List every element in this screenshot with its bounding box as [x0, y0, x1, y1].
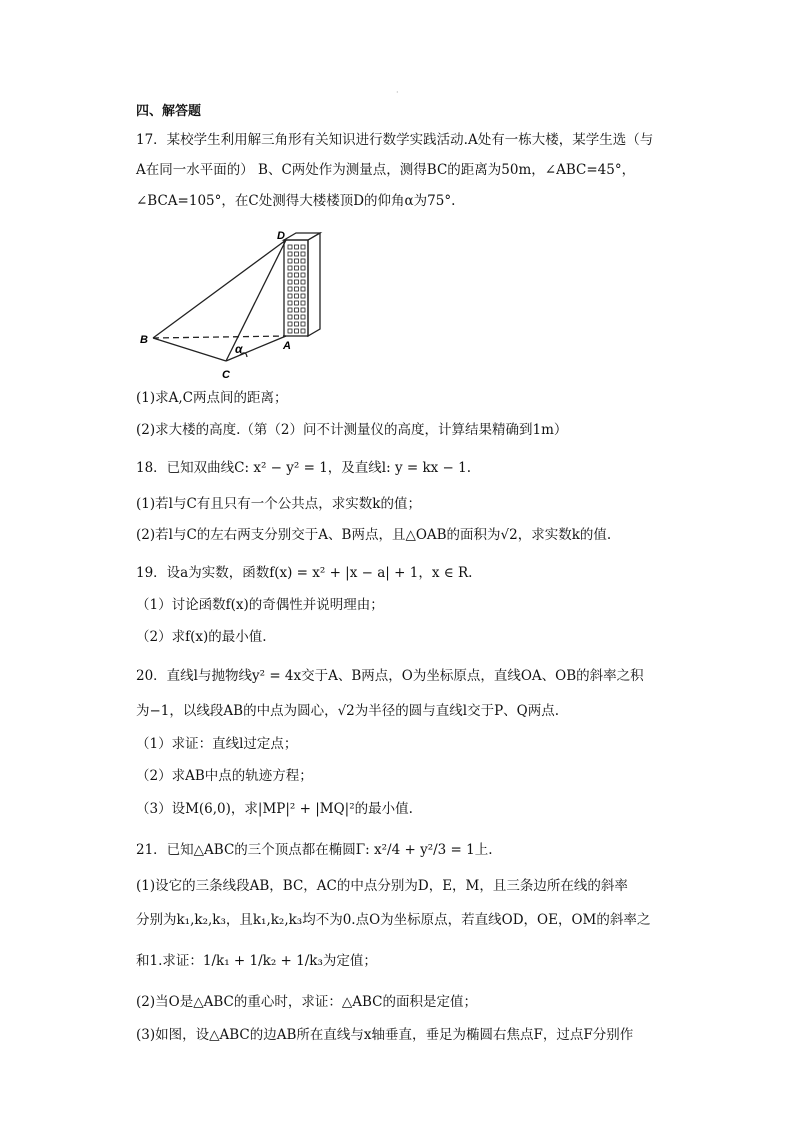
building-window [288, 245, 292, 249]
q20-line2: 为−1，以线段AB的中点为圆心，√2为半径的圆与直线l交于P、Q两点. [136, 703, 560, 719]
q17-part1: (1)求A,C两点间的距离； [136, 390, 288, 406]
q20-line1: 20．直线l与抛物线y² = 4x交于A、B两点，O为坐标原点，直线OA、OB的斜率之积 [136, 668, 644, 684]
building-window [295, 245, 299, 249]
building-window [301, 315, 305, 319]
building-window [301, 252, 305, 256]
building-window [288, 266, 292, 270]
building [284, 233, 320, 336]
building-window [301, 259, 305, 263]
building-window [288, 315, 292, 319]
building-window [295, 315, 299, 319]
q18-part1: (1)若l与C有且只有一个公共点，求实数k的值； [136, 496, 421, 512]
q21-part1b: 分别为k₁,k₂,k₃，且k₁,k₂,k₃均不为0.点O为坐标原点，若直线OD，OE，OM的斜率之 [136, 912, 651, 928]
section-title: 四、解答题 [136, 104, 202, 119]
label-C: C [222, 369, 230, 381]
building-window [288, 252, 292, 256]
q18-part2: (2)若l与C的左右两支分别交于A、B两点，且△OAB的面积为√2，求实数k的值. [136, 527, 612, 543]
q21-part1c: 和1.求证：1/k₁ + 1/k₂ + 1/k₃为定值； [136, 953, 377, 969]
q17-line1: 17．某校学生利用解三角形有关知识进行数学实践活动.A处有一栋大楼，某学生选（与 [136, 132, 654, 148]
building-window [288, 329, 292, 333]
building-window [288, 322, 292, 326]
header-mark: · [396, 88, 399, 97]
q19-part1: （1）讨论函数f(x)的奇偶性并说明理由； [136, 597, 384, 613]
building-window [295, 294, 299, 298]
building-window [295, 301, 299, 305]
q19-line1: 19．设a为实数，函数f(x) = x² + |x − a| + 1，x ∈ R. [136, 565, 473, 581]
q20-part3: （3）设M(6,0)，求|MP|² + |MQ|²的最小值. [136, 801, 413, 817]
building-window [295, 329, 299, 333]
building-window [295, 308, 299, 312]
q19-part2: （2）求f(x)的最小值. [136, 629, 267, 645]
q20-part1: （1）求证：直线l过定点； [136, 736, 298, 752]
building-window [288, 301, 292, 305]
building-window [295, 252, 299, 256]
building-window [295, 322, 299, 326]
q20-part2: （2）求AB中点的轨迹方程； [136, 768, 313, 784]
building-windows [288, 245, 305, 333]
label-A: A [283, 340, 291, 352]
building-window [288, 280, 292, 284]
q17-part2: (2)求大楼的高度.（第（2）问不计测量仪的高度，计算结果精确到1m） [136, 422, 568, 438]
building-window [301, 308, 305, 312]
building-window [301, 329, 305, 333]
building-window [288, 308, 292, 312]
building-window [301, 301, 305, 305]
building-window [288, 259, 292, 263]
building-window [301, 266, 305, 270]
building-window [295, 259, 299, 263]
building-window [301, 245, 305, 249]
q21-part1a: (1)设它的三条线段AB，BC，AC的中点分别为D，E，M，且三条边所在线的斜率 [136, 878, 628, 894]
label-D: D [277, 230, 285, 242]
building-window [301, 287, 305, 291]
building-window [288, 294, 292, 298]
building-window [301, 322, 305, 326]
q17-figure [136, 226, 336, 384]
q21-part2: (2)当O是△ABC的重心时，求证：△ABC的面积是定值； [136, 994, 477, 1010]
q17-line3: ∠BCA=105°，在C处测得大楼楼顶D的仰角α为75°. [136, 193, 456, 209]
building-window [301, 273, 305, 277]
label-alpha: α [235, 342, 243, 356]
building-window [288, 287, 292, 291]
q17-line2: A在同一水平面的） B、C两处作为测量点，测得BC的距离为50m，∠ABC=45°， [136, 162, 636, 178]
label-B: B [140, 334, 148, 346]
building-window [295, 280, 299, 284]
building-window [288, 273, 292, 277]
building-window [301, 294, 305, 298]
triangle-lines [153, 240, 286, 361]
building-window [295, 273, 299, 277]
q18-line1: 18．已知双曲线C: x² − y² = 1，及直线l: y = kx − 1. [136, 460, 472, 476]
building-window [301, 280, 305, 284]
building-window [295, 287, 299, 291]
building-window [295, 266, 299, 270]
q21-part3: (3)如图，设△ABC的边AB所在直线与x轴垂直，垂足为椭圆右焦点F，过点F分别作 [136, 1027, 634, 1043]
q21-line1: 21．已知△ABC的三个顶点都在椭圆Γ: x²/4 + y²/3 = 1上. [136, 842, 493, 858]
